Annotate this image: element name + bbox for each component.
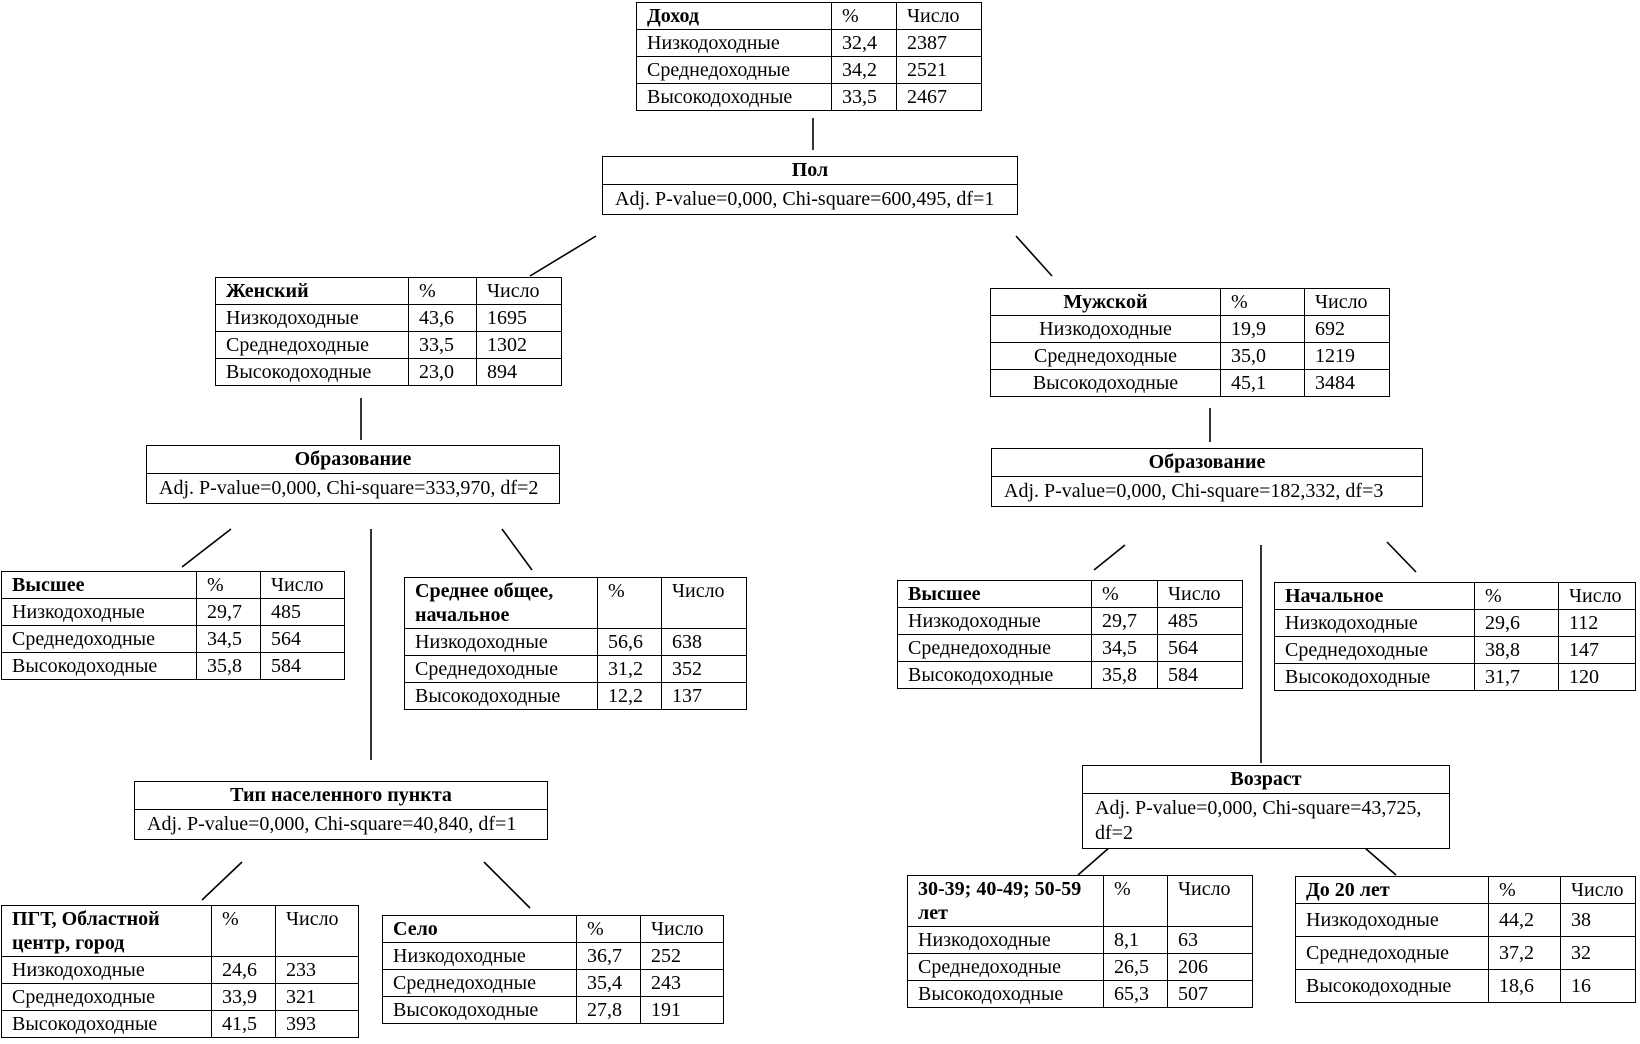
percent-value: 26,5 xyxy=(1104,954,1168,981)
class-label: Высокодоходные xyxy=(383,997,577,1024)
class-label: Низкодоходные xyxy=(898,608,1092,635)
node-title: Начальное xyxy=(1275,583,1475,610)
node-age-30-59 xyxy=(907,875,1253,1008)
count-header: Число xyxy=(1305,289,1390,316)
node-title: Среднее общее, начальное xyxy=(405,578,598,629)
node-female-secondary xyxy=(404,577,747,710)
class-label: Низкодоходные xyxy=(908,927,1104,954)
split-detail: Adj. P-value=0,000, Chi-square=182,332, df=3 xyxy=(1004,480,1384,502)
percent-value: 23,0 xyxy=(409,359,477,386)
node-male-primary xyxy=(1274,582,1636,691)
count-value: 352 xyxy=(662,656,747,683)
node-title: ПГТ, Областной центр, город xyxy=(2,906,212,957)
class-label: Высокодоходные xyxy=(405,683,598,710)
count-value: 1302 xyxy=(477,332,562,359)
percent-header: % xyxy=(832,3,897,30)
connector-medu-mprimary xyxy=(1387,542,1416,572)
split-title: Образование xyxy=(992,449,1422,477)
connector-sex-male xyxy=(1016,236,1052,276)
class-label: Среднедоходные xyxy=(2,984,212,1011)
node-title: Мужской xyxy=(991,289,1221,316)
percent-value: 37,2 xyxy=(1489,937,1561,970)
split-settlement-type xyxy=(134,781,548,840)
percent-value: 35,4 xyxy=(577,970,641,997)
count-value: 191 xyxy=(641,997,724,1024)
class-label: Низкодоходные xyxy=(1296,904,1489,937)
percent-value: 27,8 xyxy=(577,997,641,1024)
count-value: 243 xyxy=(641,970,724,997)
count-value: 894 xyxy=(477,359,562,386)
percent-value: 24,6 xyxy=(212,957,276,984)
split-age xyxy=(1082,765,1450,849)
node-title: 30-39; 40-49; 50-59 лет xyxy=(908,876,1104,927)
percent-value: 18,6 xyxy=(1489,970,1561,1003)
percent-header: % xyxy=(1092,581,1158,608)
count-value: 112 xyxy=(1559,610,1636,637)
node-table xyxy=(1,571,345,680)
percent-value: 29,6 xyxy=(1475,610,1559,637)
count-header: Число xyxy=(477,278,562,305)
node-table xyxy=(1274,582,1636,691)
percent-value: 43,6 xyxy=(409,305,477,332)
count-value: 564 xyxy=(261,626,345,653)
percent-value: 45,1 xyxy=(1221,370,1305,397)
split-sex xyxy=(602,156,1018,215)
percent-value: 19,9 xyxy=(1221,316,1305,343)
connector-fedu-fhigher xyxy=(182,529,231,567)
count-value: 120 xyxy=(1559,664,1636,691)
percent-value: 33,5 xyxy=(832,84,897,111)
count-value: 485 xyxy=(1158,608,1243,635)
percent-value: 35,8 xyxy=(1092,662,1158,689)
class-label: Среднедоходные xyxy=(991,343,1221,370)
percent-value: 31,2 xyxy=(598,656,662,683)
percent-header: % xyxy=(212,906,276,957)
count-value: 2387 xyxy=(897,30,982,57)
node-table xyxy=(382,915,724,1024)
node-table xyxy=(907,875,1253,1008)
class-label: Высокодоходные xyxy=(637,84,832,111)
percent-value: 41,5 xyxy=(212,1011,276,1038)
count-value: 206 xyxy=(1168,954,1253,981)
node-village xyxy=(382,915,724,1024)
split-detail: Adj. P-value=0,000, Chi-square=43,725, df=2 xyxy=(1095,797,1422,844)
count-header: Число xyxy=(897,3,982,30)
class-label: Среднедоходные xyxy=(2,626,197,653)
class-label: Высокодоходные xyxy=(898,662,1092,689)
count-header: Число xyxy=(1561,877,1636,904)
connector-age-30-59 xyxy=(1078,847,1110,875)
class-label: Высокодоходные xyxy=(2,653,197,680)
count-value: 564 xyxy=(1158,635,1243,662)
node-table xyxy=(1,905,359,1038)
count-value: 38 xyxy=(1561,904,1636,937)
percent-header: % xyxy=(1475,583,1559,610)
split-title: Пол xyxy=(603,157,1017,185)
class-label: Среднедоходные xyxy=(405,656,598,683)
count-value: 233 xyxy=(276,957,359,984)
node-male xyxy=(990,288,1390,397)
count-value: 584 xyxy=(261,653,345,680)
class-label: Среднедоходные xyxy=(216,332,409,359)
percent-value: 44,2 xyxy=(1489,904,1561,937)
class-label: Среднедоходные xyxy=(908,954,1104,981)
count-value: 2521 xyxy=(897,57,982,84)
split-female-education xyxy=(146,445,560,504)
percent-value: 12,2 xyxy=(598,683,662,710)
class-label: Низкодоходные xyxy=(2,957,212,984)
count-header: Число xyxy=(261,572,345,599)
percent-header: % xyxy=(409,278,477,305)
node-title: Высшее xyxy=(2,572,197,599)
class-label: Среднедоходные xyxy=(383,970,577,997)
class-label: Низкодоходные xyxy=(637,30,832,57)
count-value: 1219 xyxy=(1305,343,1390,370)
count-value: 2467 xyxy=(897,84,982,111)
percent-header: % xyxy=(1221,289,1305,316)
class-label: Среднедоходные xyxy=(637,57,832,84)
class-label: Низкодоходные xyxy=(405,629,598,656)
count-header: Число xyxy=(641,916,724,943)
class-label: Высокодоходные xyxy=(908,981,1104,1008)
node-table xyxy=(404,577,747,710)
percent-value: 31,7 xyxy=(1475,664,1559,691)
percent-value: 36,7 xyxy=(577,943,641,970)
count-value: 1695 xyxy=(477,305,562,332)
class-label: Высокодоходные xyxy=(1296,970,1489,1003)
class-label: Среднедоходные xyxy=(898,635,1092,662)
split-title: Возраст xyxy=(1083,766,1449,794)
percent-value: 33,9 xyxy=(212,984,276,1011)
class-label: Низкодоходные xyxy=(2,599,197,626)
count-value: 3484 xyxy=(1305,370,1390,397)
percent-value: 34,5 xyxy=(1092,635,1158,662)
percent-value: 32,4 xyxy=(832,30,897,57)
class-label: Низкодоходные xyxy=(1275,610,1475,637)
percent-header: % xyxy=(1104,876,1168,927)
node-title: Доход xyxy=(637,3,832,30)
connector-medu-mhigher xyxy=(1094,545,1125,570)
percent-value: 38,8 xyxy=(1475,637,1559,664)
count-value: 584 xyxy=(1158,662,1243,689)
class-label: Высокодоходные xyxy=(2,1011,212,1038)
class-label: Низкодоходные xyxy=(991,316,1221,343)
count-value: 32 xyxy=(1561,937,1636,970)
node-female xyxy=(215,277,562,386)
node-title: Село xyxy=(383,916,577,943)
node-town xyxy=(1,905,359,1038)
percent-value: 29,7 xyxy=(197,599,261,626)
percent-value: 56,6 xyxy=(598,629,662,656)
class-label: Высокодоходные xyxy=(1275,664,1475,691)
count-value: 252 xyxy=(641,943,724,970)
percent-header: % xyxy=(577,916,641,943)
split-male-education xyxy=(991,448,1423,507)
node-table xyxy=(897,580,1243,689)
node-table xyxy=(1295,876,1636,1003)
class-label: Высокодоходные xyxy=(216,359,409,386)
class-label: Среднедоходные xyxy=(1275,637,1475,664)
class-label: Низкодоходные xyxy=(383,943,577,970)
node-table xyxy=(636,2,982,111)
class-label: Высокодоходные xyxy=(991,370,1221,397)
node-title: Женский xyxy=(216,278,409,305)
count-value: 147 xyxy=(1559,637,1636,664)
percent-value: 35,0 xyxy=(1221,343,1305,370)
node-female-higher xyxy=(1,571,345,680)
split-detail: Adj. P-value=0,000, Chi-square=333,970, df=2 xyxy=(159,477,539,499)
connector-settlement-village xyxy=(484,862,530,908)
split-detail: Adj. P-value=0,000, Chi-square=40,840, df=1 xyxy=(147,813,517,835)
percent-header: % xyxy=(598,578,662,629)
split-title: Образование xyxy=(147,446,559,474)
count-header: Число xyxy=(1168,876,1253,927)
count-value: 692 xyxy=(1305,316,1390,343)
percent-header: % xyxy=(197,572,261,599)
count-header: Число xyxy=(1559,583,1636,610)
count-value: 485 xyxy=(261,599,345,626)
count-value: 63 xyxy=(1168,927,1253,954)
percent-header: % xyxy=(1489,877,1561,904)
count-header: Число xyxy=(1158,581,1243,608)
percent-value: 65,3 xyxy=(1104,981,1168,1008)
connector-sex-female xyxy=(530,236,596,276)
count-value: 638 xyxy=(662,629,747,656)
node-root xyxy=(636,2,982,111)
percent-value: 33,5 xyxy=(409,332,477,359)
percent-value: 34,5 xyxy=(197,626,261,653)
node-title: До 20 лет xyxy=(1296,877,1489,904)
class-label: Среднедоходные xyxy=(1296,937,1489,970)
count-value: 507 xyxy=(1168,981,1253,1008)
split-detail: Adj. P-value=0,000, Chi-square=600,495, df=1 xyxy=(615,188,995,210)
count-header: Число xyxy=(662,578,747,629)
node-table xyxy=(215,277,562,386)
percent-value: 35,8 xyxy=(197,653,261,680)
percent-value: 8,1 xyxy=(1104,927,1168,954)
count-header: Число xyxy=(276,906,359,957)
connector-age-u20 xyxy=(1365,848,1396,875)
node-title: Высшее xyxy=(898,581,1092,608)
count-value: 393 xyxy=(276,1011,359,1038)
count-value: 16 xyxy=(1561,970,1636,1003)
class-label: Низкодоходные xyxy=(216,305,409,332)
percent-value: 29,7 xyxy=(1092,608,1158,635)
split-title: Тип населенного пункта xyxy=(135,782,547,810)
node-age-under-20 xyxy=(1295,876,1636,1003)
connector-fedu-fsecondary xyxy=(502,529,532,570)
count-value: 137 xyxy=(662,683,747,710)
node-table xyxy=(990,288,1390,397)
connector-settlement-town xyxy=(202,862,242,900)
count-value: 321 xyxy=(276,984,359,1011)
node-male-higher xyxy=(897,580,1243,689)
percent-value: 34,2 xyxy=(832,57,897,84)
